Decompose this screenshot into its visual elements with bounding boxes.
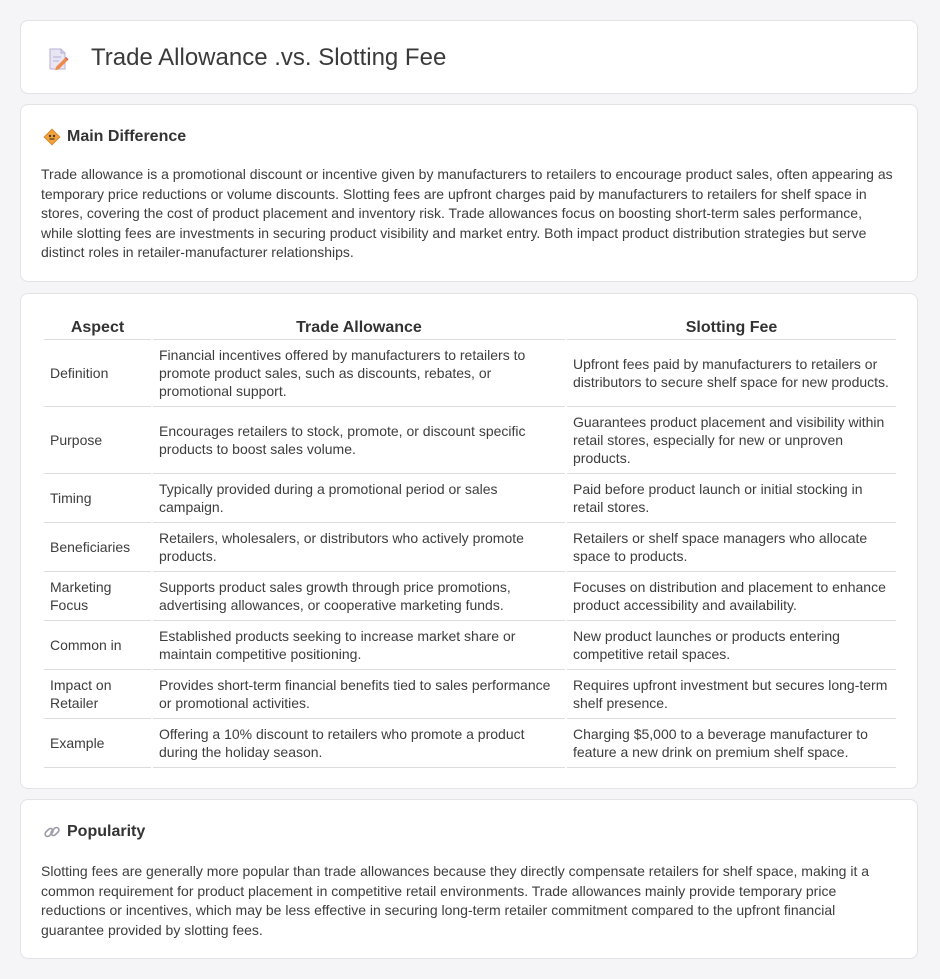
slotting-fee-cell: Focuses on distribution and placement to enhance product accessibility and availability.: [567, 572, 896, 621]
table-row: [44, 474, 896, 523]
trade-allowance-cell: Encourages retailers to stock, promote, or discount specific products to boost sales volume.: [153, 407, 565, 474]
main-difference-heading: Main Difference: [67, 128, 187, 145]
comparison-section: [20, 293, 918, 789]
aspect-cell: Definition: [44, 340, 151, 407]
popularity-section: [20, 799, 918, 959]
column-header-trade-allowance: Trade Allowance: [153, 316, 565, 340]
diamond-sign-icon: [43, 128, 61, 146]
slotting-fee-cell: Retailers or shelf space managers who allocate space to products.: [567, 523, 896, 572]
main-difference-header: [43, 127, 186, 147]
trade-allowance-cell: Typically provided during a promotional period or sales campaign.: [153, 474, 565, 523]
aspect-cell: Common in: [44, 621, 151, 670]
title-card: [20, 20, 918, 94]
trade-allowance-cell: Established products seeking to increase market share or maintain competitive positioning.: [153, 621, 565, 670]
column-header-aspect: Aspect: [44, 316, 151, 340]
trade-allowance-cell: Retailers, wholesalers, or distributors who actively promote products.: [153, 523, 565, 572]
table-row: [44, 621, 896, 670]
table-row: [44, 340, 896, 407]
aspect-cell: Purpose: [44, 407, 151, 474]
slotting-fee-cell: New product launches or products entering competitive retail spaces.: [567, 621, 896, 670]
table-header-row: [44, 316, 896, 340]
table-row: [44, 719, 896, 768]
slotting-fee-cell: Requires upfront investment but secures long-term shelf presence.: [567, 670, 896, 719]
comparison-table: [42, 316, 898, 768]
aspect-cell: Beneficiaries: [44, 523, 151, 572]
aspect-cell: Impact on Retailer: [44, 670, 151, 719]
aspect-cell: Timing: [44, 474, 151, 523]
aspect-cell: Example: [44, 719, 151, 768]
slotting-fee-cell: Upfront fees paid by manufacturers to retailers or distributors to secure shelf space for new products.: [567, 340, 896, 407]
trade-allowance-cell: Provides short-term financial benefits tied to sales performance or promotional activities.: [153, 670, 565, 719]
slotting-fee-cell: Guarantees product placement and visibility within retail stores, especially for new or unproven products.: [567, 407, 896, 474]
page-title: Trade Allowance .vs. Slotting Fee: [91, 44, 447, 71]
trade-allowance-cell: Supports product sales growth through price promotions, advertising allowances, or cooperative marketing funds.: [153, 572, 565, 621]
column-header-slotting-fee: Slotting Fee: [567, 316, 896, 340]
popularity-heading: Popularity: [67, 823, 146, 840]
main-difference-text: Trade allowance is a promotional discount or incentive given by manufacturers to retailers to encourage product sales, often appearing as temporary price reductions or volume discounts. Slotting fees are upfront charges paid by manufacturers to retailers for shelf space in stores, covering the cost of product placement and inventory risk. Trade allowances focus on boosting short-term sales performance, while slotting fees are investments in securing product visibility and market entry. Both impact product distribution strategies but serve distinct roles in retailer-manufacturer relationships.: [41, 166, 893, 261]
popularity-header: [43, 822, 145, 842]
table-row: [44, 523, 896, 572]
table-row: [44, 407, 896, 474]
slotting-fee-cell: Charging $5,000 to a beverage manufacturer to feature a new drink on premium shelf space.: [567, 719, 896, 768]
document-pencil-icon: [47, 47, 69, 71]
aspect-cell: Marketing Focus: [44, 572, 151, 621]
table-row: [44, 670, 896, 719]
trade-allowance-cell: Offering a 10% discount to retailers who promote a product during the holiday season.: [153, 719, 565, 768]
slotting-fee-cell: Paid before product launch or initial stocking in retail stores.: [567, 474, 896, 523]
link-icon: [43, 823, 61, 841]
trade-allowance-cell: Financial incentives offered by manufacturers to retailers to promote product sales, such as discounts, rebates, or promotional support.: [153, 340, 565, 407]
table-row: [44, 572, 896, 621]
popularity-text: Slotting fees are generally more popular than trade allowances because they directly compensate retailers for shelf space, making it a common requirement for product placement in competitive retail environments. Trade allowances mainly provide temporary price reductions or incentives, which may be less effective in securing long-term retailer commitment compared to the upfront financial guarantee provided by slotting fees.: [41, 863, 870, 938]
main-difference-section: [20, 104, 918, 282]
